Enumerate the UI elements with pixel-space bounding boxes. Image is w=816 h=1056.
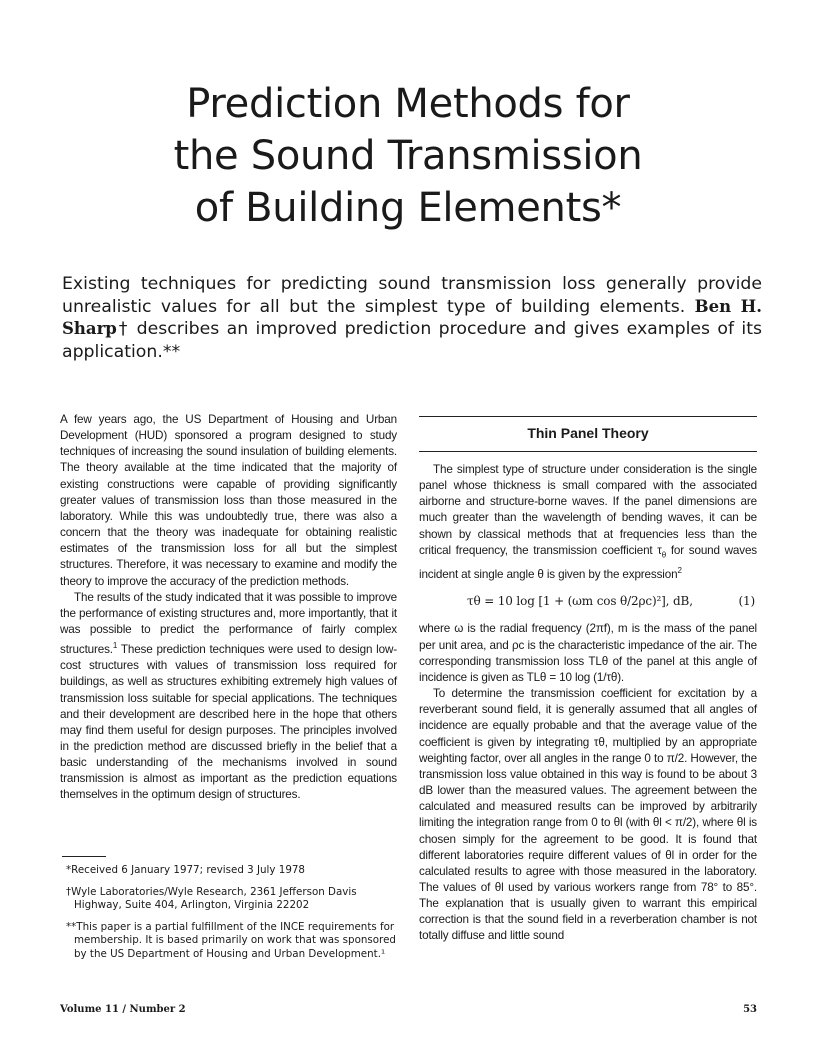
equation-1 [419, 593, 757, 609]
footnote-divider [62, 856, 106, 857]
abstract-lead: Existing techniques for predicting sound transmission loss generally provide unrealistic values for all but the simplest type of building elements. [62, 274, 762, 317]
section-rule-bottom [419, 451, 757, 452]
page-number: 53 [743, 1004, 757, 1015]
footnotes [60, 864, 400, 969]
abstract-tail: † describes an improved prediction procedure and gives examples of its application.** [62, 319, 762, 362]
footnote-received: *Received 6 January 1977; revised 3 July 1978 [66, 864, 305, 876]
author-name: Ben H. Sharp [62, 296, 762, 338]
footnote-ince: **This paper is a partial fulfillment of the INCE requirements for membership. It is based primarily on work that was sponsored by the US Department of Housing and Urban Development.¹ [66, 920, 396, 960]
abstract [62, 273, 762, 363]
equation-number: (1) [738, 594, 755, 609]
theory-paragraph-2: where ω is the radial frequency (2πf), m is the mass of the panel per unit area, and ρc is the characteristic impedance of the air. The corresponding transmission loss TLθ of the panel at this angle of incidence is given as TLθ = 10 log (1/τθ). [419, 622, 757, 684]
section-rule-top [419, 416, 757, 417]
theory-paragraph-1: The simplest type of structure under consideration is the single panel whose thickness is small compared with the associated airborne and structure-borne waves. If the panel dimensions are much greater than the wavelength of bending waves, it can be shown by classical methods that at frequencies less than the critical frequency, the transmission coefficient $\tau_\theta$ for sound waves incident at single angle θ is given by the expression$^2$ [419, 463, 758, 582]
theory-paragraph-3: To determine the transmission coefficient for excitation by a reverberant sound field, it is generally assumed that all angles of incidence are equally probable and that the average value of the coefficient is given by integrating τθ, multiplied by an appropriate weighting factor, over all angles in the range 0 to π/2. However, the transmission loss value obtained in this way is found to be about 3 dB lower than the measured values. The agreement between the calculated and measured results can be improved by arbitrarily limiting the integration range from 0 to θl (with θl < π/2), where θl is chosen simply for the agreement to be good. It is found that different laboratories require different values of θl in order for the calculated results to agree with those measured in the laboratory. The values of θl used by various workers range from 78° to 85°. The explanation that is usually given to warrant this empirical correction is that the sound field in a reverberation chamber is not totally diffuse and little sound [419, 687, 757, 943]
section-heading: Thin Panel Theory [527, 425, 649, 441]
intro-paragraph-1: A few years ago, the US Department of Housing and Urban Development (HUD) sponsored a program designed to study techniques of increasing the sound insulation of building elements. The theory available at the time indicated that the majority of existing constructions were capable of providing significantly greater values of transmission loss than those measured in the laboratory. While this was undoubtedly true, there was also a concern that the theory was inadequate for obtaining realistic estimates of the transmission loss for all but the simplest structures. Therefore, it was necessary to examine and modify the theory to improve the accuracy of the prediction methods. [60, 413, 397, 588]
title-line-2: the Sound Transmission [173, 133, 643, 179]
title-line-1: Prediction Methods for [186, 81, 630, 127]
intro-paragraph-2: The results of the study indicated that it was possible to improve the performance of existing structures and, more importantly, that it was possible to predict the performance of fairly complex structures.$^1$ These prediction techniques were used to design low-cost structures with values of transmission loss required for buildings, as well as structures exhibiting extremely high values of transmission loss suitable for special applications. The techniques and their development are described here in the hope that others may find them useful for design purposes. The principles involved in the prediction method are discussed briefly in the belief that a basic understanding of the mechanisms involved in sound transmission is almost as important as the prediction equations themselves in the optimum design of structures. [60, 590, 397, 802]
equation-expression: τθ = 10 log [1 + (ωm cos θ/2ρc)²], dB, [467, 594, 693, 609]
footnote-affiliation: †Wyle Laboratories/Wyle Research, 2361 Jefferson Davis Highway, Suite 404, Arlington, Virginia 22202 [66, 885, 357, 911]
journal-volume: Volume 11 / Number 2 [60, 1004, 186, 1015]
left-column [60, 412, 397, 804]
article-title [0, 78, 816, 234]
right-column [419, 462, 757, 945]
title-line-3: of Building Elements* [194, 185, 622, 231]
